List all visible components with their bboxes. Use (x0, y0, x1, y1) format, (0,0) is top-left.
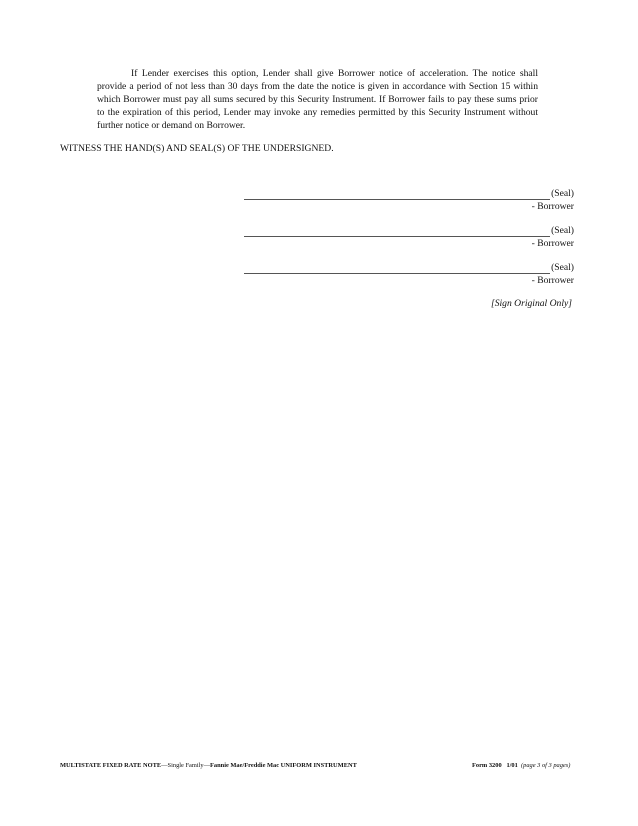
signature-line[interactable] (244, 190, 550, 200)
witness-statement: WITNESS THE HAND(S) AND SEAL(S) OF THE UNDERSIGNED. (60, 143, 334, 154)
borrower-label: - Borrower (531, 238, 574, 249)
sign-original-only-note: [Sign Original Only] (490, 298, 572, 309)
signature-block-3 (244, 261, 574, 287)
footer-page-number: (page 3 of 3 pages) (521, 762, 571, 769)
footer-form-date: 1/01 (506, 762, 518, 769)
footer-form-number: Form 3200 (472, 762, 502, 769)
borrower-label: - Borrower (531, 275, 574, 286)
footer-instrument-title: Fannie Mae/Freddie Mac UNIFORM INSTRUMENT (209, 762, 357, 769)
signature-line[interactable] (244, 264, 550, 274)
seal-label: (Seal) (551, 188, 574, 199)
footer-note-title: MULTISTATE FIXED RATE NOTE (60, 762, 162, 769)
footer-title (60, 761, 357, 770)
footer-form-info (472, 761, 570, 770)
acceleration-notice-paragraph: If Lender exercises this option, Lender shall give Borrower notice of acceleration. The notice shall provide a period of not less than 30 days from the date the notice is given in accordance with Section 15 within which Borrower must pay all sums secured by this Security Instrument. If Borrower fails to pay these sums prior to the expiration of this period, Lender may invoke any remedies permitted by this Security Instrument without further notice or demand on Borrower. (97, 68, 538, 131)
signature-block-1 (244, 187, 574, 213)
borrower-label: - Borrower (531, 201, 574, 212)
signature-block-2 (244, 224, 574, 250)
footer-separator: —Single Family— (161, 762, 210, 769)
seal-label: (Seal) (551, 262, 574, 273)
signature-line[interactable] (244, 227, 550, 237)
seal-label: (Seal) (551, 225, 574, 236)
